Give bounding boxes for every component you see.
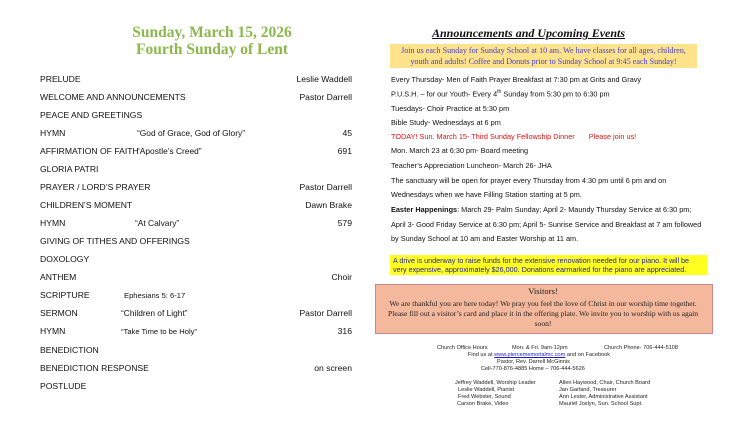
service-item: SCRIPTURE [40,290,90,300]
service-leader: 316 [337,326,352,336]
announcement-text: Please join us! [588,132,637,141]
service-item: BENEDICTION [40,345,99,355]
superscript: th [497,89,502,95]
piano-line-2: very expensive, approximately $26,000. Donations earmarked for the piano are appreciated. [393,265,687,274]
visitors-title: Visitors! [528,286,558,296]
service-item: HYMN [40,326,66,336]
announcement-item: by Sunday School at 10 am and Easter Worship at 11 am. [391,234,579,243]
announcement-item: The sanctuary will be open for prayer every Thursday from 4:30 pm until 6 pm and on [391,176,667,185]
staff-member: Carson Brake, Video [457,401,509,407]
office-hours-label: Church Office Hours [437,345,488,351]
service-title: “Take Time to be Holy” [121,327,197,336]
service-item: GLORIA PATRI [40,164,99,174]
staff-member: Jan Garland, Treasurer [559,387,617,393]
staff-member: Leslie Waddell, Pianist [458,387,515,393]
find-us-text: and on Facebook [565,352,611,358]
find-us-text: Find us at [468,352,495,358]
service-item: HYMN [40,218,66,228]
service-title: Ephesians 5: 6-17 [124,291,186,300]
visitors-line-1: We are thankful you are here today! We pray you feel the love of Christ in our worship time together. [389,299,697,308]
service-item: ANTHEM [40,272,77,282]
announcement-text: P.U.S.H. – for our Youth- Every 4 [391,89,498,99]
announcement-item: Teacher’s Appreciation Luncheon- March 26- JHA [391,161,552,170]
announcement-item-today [391,132,636,141]
visitors-line-3: soon! [534,319,552,328]
bulletin-date: Sunday, March 15, 2026 [132,24,292,41]
service-leader: 691 [337,146,352,156]
cell-line: Cell-770-876-4885 Home – 706-444-5626 [481,366,585,372]
pastor-line: Pastor, Rev. Darrell McGinnis [497,359,570,365]
service-item: HYMN [40,128,66,138]
service-leader: 45 [342,128,352,138]
announcement-text: TODAY! Sun. March 15- Third Sunday Fellowship Dinner [391,132,575,141]
sunday-school-line-2: youth and adults! Coffee and Donuts prior to Sunday School at 9:45 each Sunday! [410,57,677,66]
announcement-item: Mon. March 23 at 6:30 pm- Board meeting [391,146,529,155]
service-item: GIVING OF TITHES AND OFFERINGS [40,236,190,246]
staff-member: Ann Lester, Administrative Assistant [559,394,648,400]
service-leader: Choir [331,272,352,282]
announcement-text: Sunday from 5:30 pm to 6:30 pm [501,89,610,99]
service-leader: Pastor Darrell [299,92,352,102]
announcement-item [391,89,610,98]
service-title: “At Calvary” [135,218,180,228]
service-leader: Dawn Brake [305,200,352,210]
service-title: “Apostle’s Creed” [137,146,202,156]
service-leader: 579 [337,218,352,228]
announcement-item: Wednesdays when we have Filling Station starting at 5 pm. [391,190,582,199]
announcement-item-easter [391,205,691,214]
service-item: POSTLUDE [40,381,87,391]
announcement-item: April 3- Good Friday Service at 6:30 pm; April 5- Sunrise Service and Breakfast at 7 am followed [391,220,702,229]
service-item: DOXOLOGY [40,254,90,264]
website-link[interactable]: www.piercememorialmc.com [494,352,566,358]
staff-member: Jeffrey Waddell, Worship Leader [455,380,536,386]
find-us [468,352,610,358]
service-item: BENEDICTION RESPONSE [40,363,149,373]
church-phone: Church Phone- 706-444-5108 [604,345,679,351]
bulletin-sunday-name: Fourth Sunday of Lent [135,41,289,58]
announcement-text: : March 29- Palm Sunday; April 2- Maundy Thursday Service at 6:30 pm; [457,205,692,214]
staff-member: Allen Haywood, Chair, Church Board [559,380,651,386]
service-item: WELCOME AND ANNOUNCEMENTS [40,92,186,102]
staff-member: Fred Webster, Sound [458,394,511,400]
service-item: PRELUDE [40,74,81,84]
announcement-item: Bible Study- Wednesdays at 6 pm [391,118,501,127]
service-item: SERMON [40,308,78,318]
announcement-item: Tuesdays- Choir Practice at 5:30 pm [391,104,510,113]
office-days: Mon. & Fri. 9am-12pm [512,345,568,351]
easter-label: Easter Happenings [391,205,458,214]
announcements-title: Announcements and Upcoming Events [432,26,626,40]
service-leader: on screen [314,363,352,373]
service-leader: Pastor Darrell [299,182,352,192]
piano-line-1: A drive is underway to raise funds for the extensive renovation needed for our piano. It will be [393,256,690,265]
service-item: PEACE AND GREETINGS [40,110,143,120]
service-leader: Pastor Darrell [299,308,352,318]
visitors-line-2: Please fill out a visitor’s card and place it in the offering plate. We invite you to worship with us again [387,309,699,318]
service-item: PRAYER / LORD’S PRAYER [40,182,151,192]
sunday-school-line-1: Join us each Sunday for Sunday School at 10 am. We have classes for all ages, children, [401,46,686,55]
service-item: AFFIRMATION OF FAITH [40,146,139,156]
service-title: “Children of Light” [121,308,188,318]
service-leader: Leslie Waddell [296,74,352,84]
staff-member: Mauriél Joslyn, Sun. School Supt. [559,401,643,407]
service-title: “God of Grace, God of Glory” [137,128,245,138]
announcement-item: Every Thursday- Men of Faith Prayer Breakfast at 7:30 pm at Grits and Gravy [391,75,642,84]
service-item: CHILDREN’S MOMENT [40,200,133,210]
